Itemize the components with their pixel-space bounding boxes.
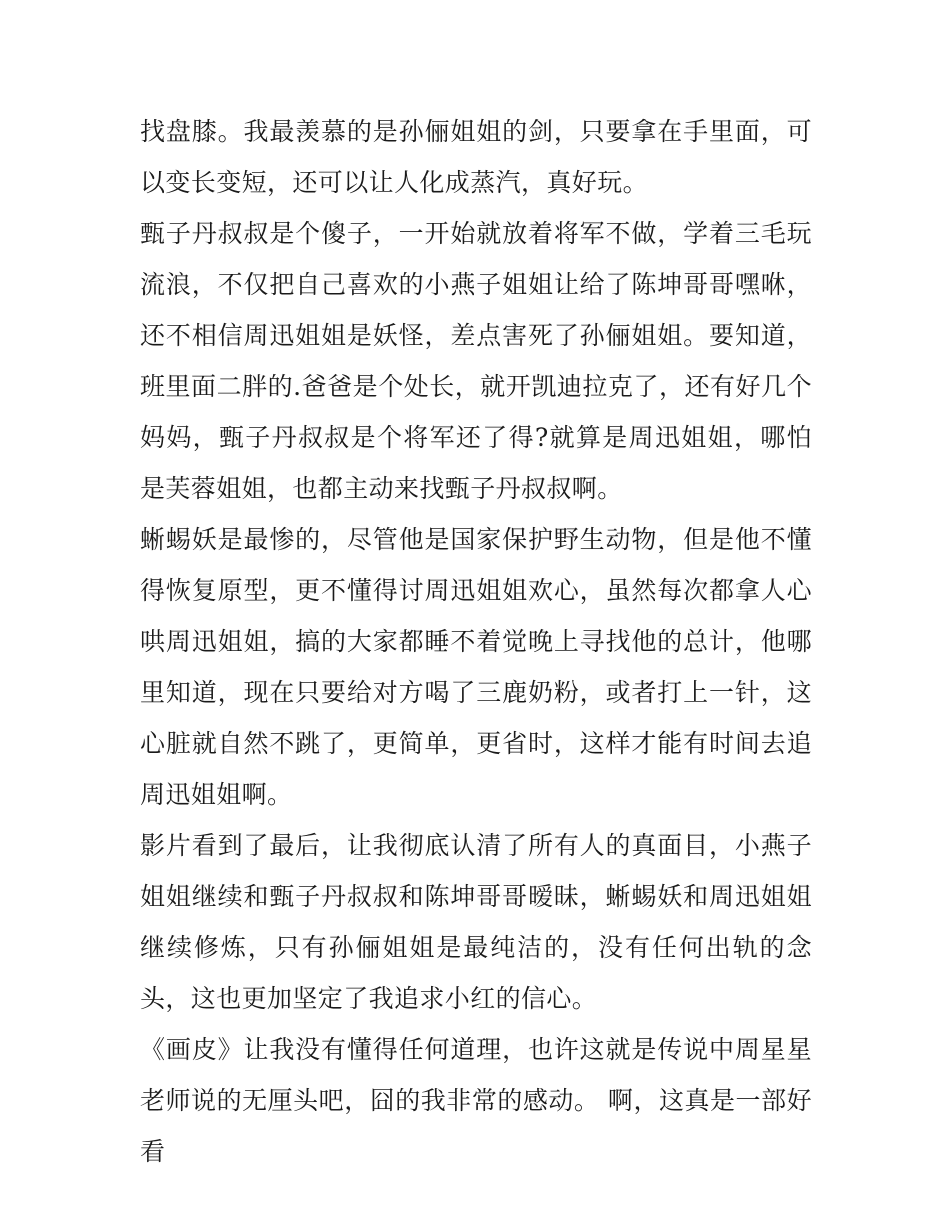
paragraph-2: 甄子丹叔叔是个傻子，一开始就放着将军不做，学着三毛玩流浪，不仅把自己喜欢的小燕子姐姐让给了陈坤哥哥嘿咻，还不相信周迅姐姐是妖怪，差点害死了孙俪姐姐。要知道，班里面二胖的.爸爸是个处长，就开凯迪拉克了，还有好几个妈妈，甄子丹叔叔是个将军还了得?就算是周迅姐姐，哪怕是芙蓉姐姐，也都主动来找甄子丹叔叔啊。 [140, 219, 812, 503]
paragraph-4: 影片看到了最后，让我彻底认清了所有人的真面目，小燕子姐姐继续和甄子丹叔叔和陈坤哥哥暧昧，蜥蜴妖和周迅姐姐继续修炼，只有孙俪姐姐是最纯洁的，没有任何出轨的念头，这也更加坚定了我追求小红的信心。 [140, 831, 812, 1013]
paragraph-5: 《画皮》让我没有懂得任何道理，也许这就是传说中周星星老师说的无厘头吧，囧的我非常的感动。 啊，这真是一部好看 [140, 1035, 812, 1166]
paragraph-3: 蜥蜴妖是最惨的，尽管他是国家保护野生动物，但是他不懂得恢复原型，更不懂得讨周迅姐姐欢心，虽然每次都拿人心哄周迅姐姐，搞的大家都睡不着觉晚上寻找他的总计，他哪里知道，现在只要给对方喝了三鹿奶粉，或者打上一针，这心脏就自然不跳了，更简单，更省时，这样才能有时间去追周迅姐姐啊。 [140, 525, 812, 809]
paragraph-1: 找盘膝。我最羡慕的是孙俪姐姐的剑，只要拿在手里面，可以变长变短，还可以让人化成蒸汽，真好玩。 [140, 117, 812, 197]
document-body [140, 106, 812, 1177]
